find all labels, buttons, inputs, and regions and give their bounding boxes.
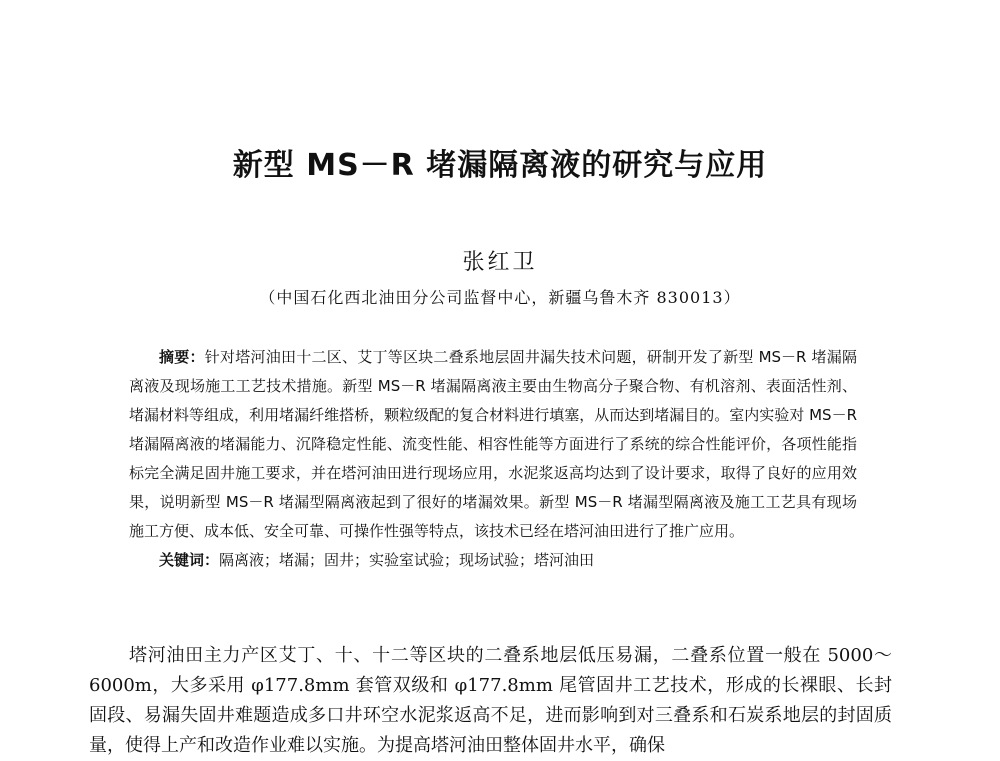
- author-name: 张红卫: [462, 250, 538, 275]
- author-affiliation: （中国石化西北油田分公司监督中心，新疆乌鲁木齐 830013）: [259, 288, 741, 307]
- abstract-text: 针对塔河油田十二区、艾丁等区块二叠系地层固井漏失技术问题，研制开发了新型 MS－R 堵漏隔离液及现场施工工艺技术措施。新型 MS－R 堵漏隔离液主要由生物高分子聚合物、有机溶剂、表面活性剂、堵漏材料等组成，利用堵漏纤维搭桥，颗粒级配的复合材料进行填塞，从而达到堵漏目的。室内实验对 MS－R 堵漏隔离液的堵漏能力、沉降稳定性能、流变性能、相容性能等方面进行了系统的综合性能评价，各项性能指标完全满足固井施工要求，并在塔河油田进行现场应用，水泥浆返高均达到了设计要求，取得了良好的应用效果，说明新型 MS－R 堵漏型隔离液起到了很好的堵漏效果。新型 MS－R 堵漏型隔离液及施工工艺具有现场施工方便、成本低、安全可靠、可操作性强等特点，该技术已经在塔河油田进行了推广应用。: [129, 348, 857, 540]
- abstract-block: [129, 343, 857, 575]
- paper-title: 新型 MS－R 堵漏隔离液的研究与应用: [232, 148, 768, 183]
- keywords-text: 隔离液；堵漏；固井；实验室试验；现场试验；塔河油田: [219, 551, 595, 569]
- keywords-paragraph: [129, 546, 857, 575]
- body-paragraph: 塔河油田主力产区艾丁、十、十二等区块的二叠系地层低压易漏，二叠系位置一般在 5000～6000m，大多采用 φ177.8mm 套管双级和 φ177.8mm 尾管固井工艺技术，形成的长裸眼、长封固段、易漏失固井难题造成多口井环空水泥浆返高不足，进而影响到对三叠系和石炭系地层的封固质量，使得上产和改造作业难以实施。为提高塔河油田整体固井水平，确保: [89, 645, 892, 756]
- body-text-block: [89, 641, 892, 761]
- abstract-paragraph: [129, 343, 857, 546]
- keywords-label: 关键词：: [159, 551, 220, 569]
- abstract-label: 摘要：: [159, 348, 205, 366]
